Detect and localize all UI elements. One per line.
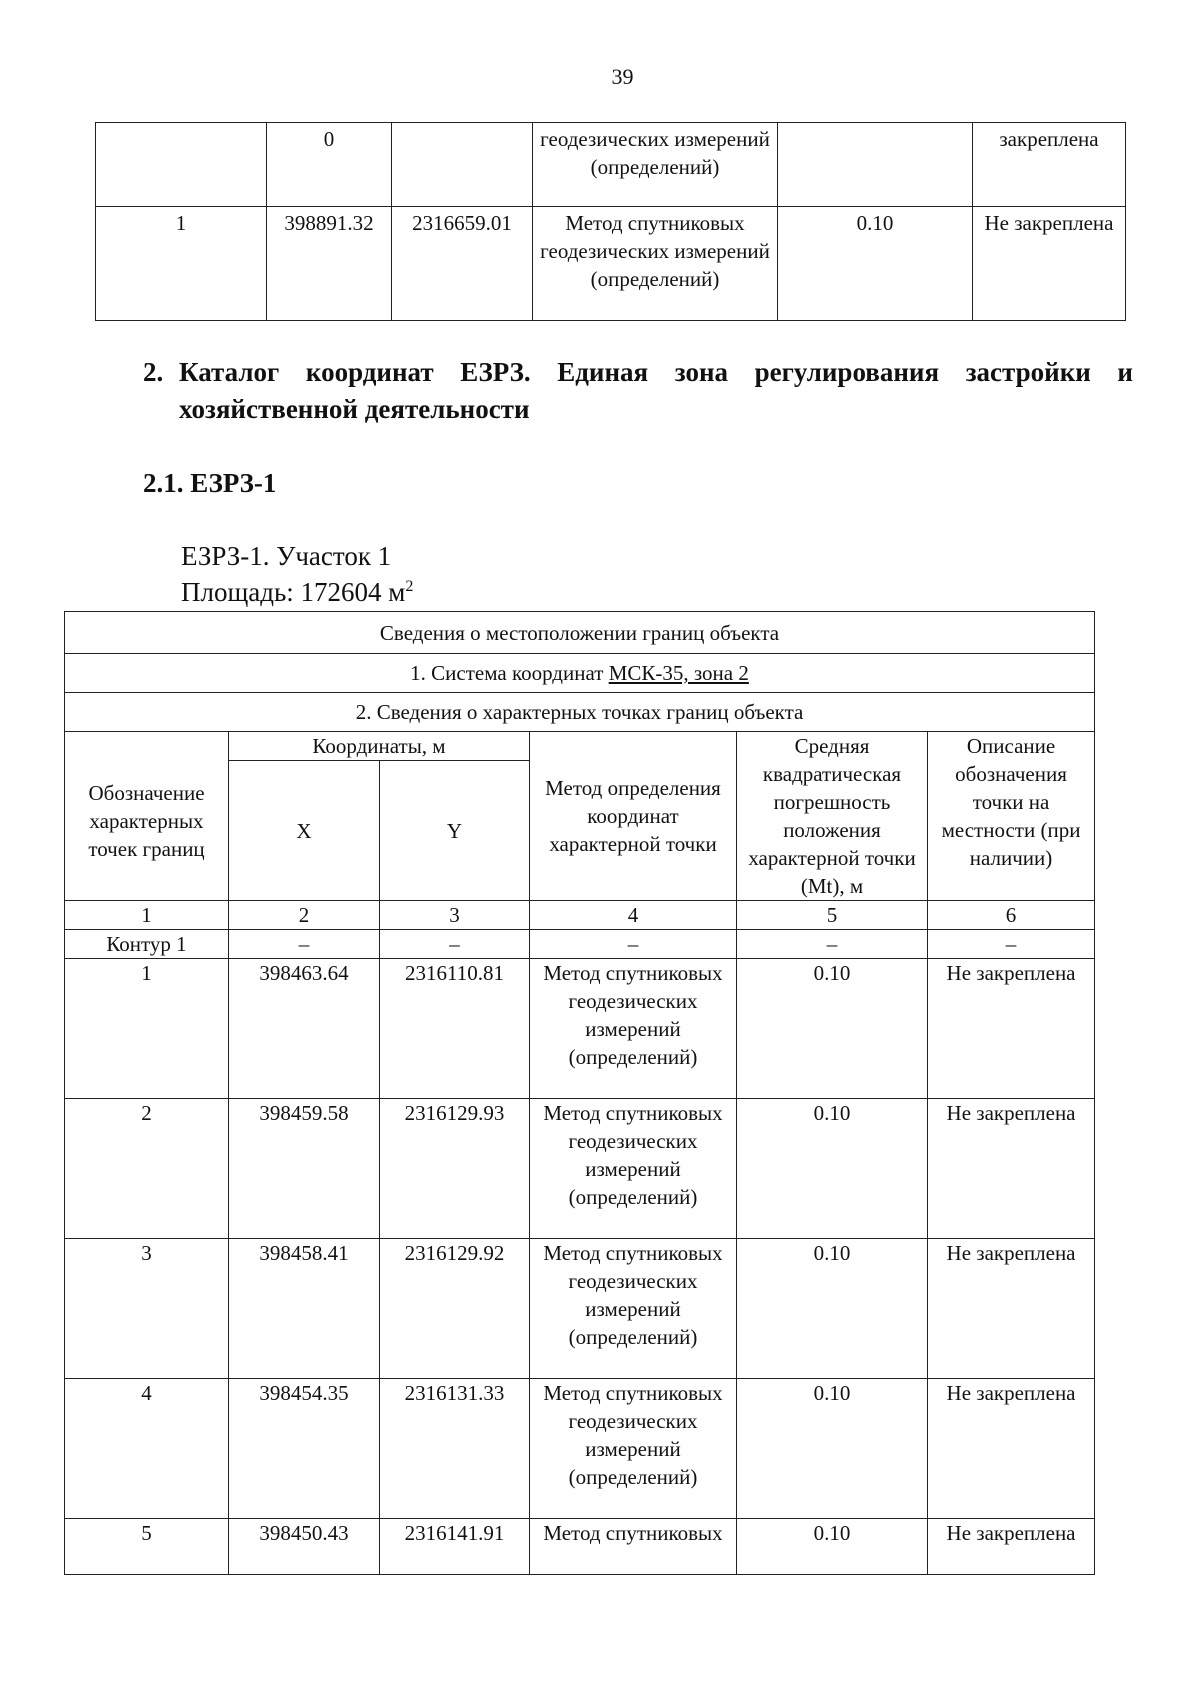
error-column-header: Средняя квадратическая погрешность положения характерной точки (Mt), м [737,732,928,901]
point-cell [96,123,267,207]
method-cell: Метод спутниковых геодезических измерений (определений) [533,207,778,321]
plot-area-unit-superscript: 2 [405,578,414,595]
x-cell: 398459.58 [229,1099,380,1239]
plot-area [181,577,413,608]
point-cell: 5 [65,1519,229,1575]
y-cell: 2316659.01 [392,207,533,321]
method-column-header: Метод определения координат характерной точки [530,732,737,901]
contour-dash: – [530,930,737,959]
y-cell: 2316141.91 [380,1519,530,1575]
table-row [96,123,1126,207]
table-row [96,207,1126,321]
description-cell: Не закреплена [928,1099,1095,1239]
x-cell: 0 [267,123,392,207]
column-number: 4 [530,901,737,930]
error-cell: 0.10 [737,959,928,1099]
subsection-heading: 2.1. ЕЗРЗ-1 [143,468,277,498]
x-cell: 398891.32 [267,207,392,321]
description-column-header: Описание обозначения точки на местности (при наличии) [928,732,1095,901]
table-header-row [65,612,1095,654]
column-number: 1 [65,901,229,930]
point-column-header: Обозначение характерных точек границ [65,732,229,901]
contour-dash: – [380,930,530,959]
section-number: 2. [143,357,164,387]
section-heading [143,354,1133,428]
table-header-row [65,693,1095,732]
page-number: 39 [611,64,634,89]
previous-page-table [95,122,1126,321]
y-column-header: Y [380,761,530,901]
column-number-row [65,901,1095,930]
x-cell: 398454.35 [229,1379,380,1519]
description-cell: Не закреплена [928,1379,1095,1519]
y-cell: 2316129.92 [380,1239,530,1379]
error-cell [778,123,973,207]
column-number: 3 [380,901,530,930]
coordinate-system-prefix: 1. Система координат [410,661,609,685]
contour-row [65,930,1095,959]
coordinates-table [64,611,1095,1575]
x-column-header: X [229,761,380,901]
section-title: Каталог координат ЕЗРЗ. Единая зона регулирования застройки и хозяйственной деятельности [179,357,1133,424]
y-cell [392,123,533,207]
method-cell: Метод спутниковых геодезических измерений (определений) [530,959,737,1099]
x-cell: 398458.41 [229,1239,380,1379]
description-cell: Не закреплена [928,1239,1095,1379]
coordinates-column-header: Координаты, м [229,732,530,761]
method-cell: геодезических измерений (определений) [533,123,778,207]
point-cell: 1 [96,207,267,321]
table-row [65,959,1095,1099]
y-cell: 2316129.93 [380,1099,530,1239]
contour-dash: – [229,930,380,959]
point-cell: 1 [65,959,229,1099]
table-row [65,1379,1095,1519]
error-cell: 0.10 [737,1099,928,1239]
table-row [65,1239,1095,1379]
method-cell: Метод спутниковых геодезических измерений (определений) [530,1099,737,1239]
error-cell: 0.10 [737,1519,928,1575]
method-cell: Метод спутниковых геодезических измерений (определений) [530,1239,737,1379]
method-cell: Метод спутниковых геодезических измерений (определений) [530,1379,737,1519]
coordinate-system-name: МСК-35, зона 2 [608,661,749,685]
error-cell: 0.10 [737,1239,928,1379]
point-cell: 3 [65,1239,229,1379]
column-number: 5 [737,901,928,930]
plot-title: ЕЗРЗ-1. Участок 1 [181,541,392,571]
object-location-header: Сведения о местоположении границ объекта [65,612,1095,654]
description-cell: Не закреплена [928,1519,1095,1575]
description-cell: Не закреплена [928,959,1095,1099]
coordinate-system-header [65,654,1095,693]
point-cell: 4 [65,1379,229,1519]
description-cell: Не закреплена [973,207,1126,321]
plot-area-label: Площадь: 172604 м [181,577,406,607]
table-row [65,1519,1095,1575]
column-number: 6 [928,901,1095,930]
y-cell: 2316131.33 [380,1379,530,1519]
column-header-row [65,732,1095,761]
table-row [65,1099,1095,1239]
contour-dash: – [737,930,928,959]
table-header-row [65,654,1095,693]
error-cell: 0.10 [778,207,973,321]
x-cell: 398450.43 [229,1519,380,1575]
description-cell: закреплена [973,123,1126,207]
contour-dash: – [928,930,1095,959]
error-cell: 0.10 [737,1379,928,1519]
contour-label: Контур 1 [65,930,229,959]
column-number: 2 [229,901,380,930]
method-cell: Метод спутниковых [530,1519,737,1575]
x-cell: 398463.64 [229,959,380,1099]
y-cell: 2316110.81 [380,959,530,1099]
points-info-header: 2. Сведения о характерных точках границ объекта [65,693,1095,732]
point-cell: 2 [65,1099,229,1239]
